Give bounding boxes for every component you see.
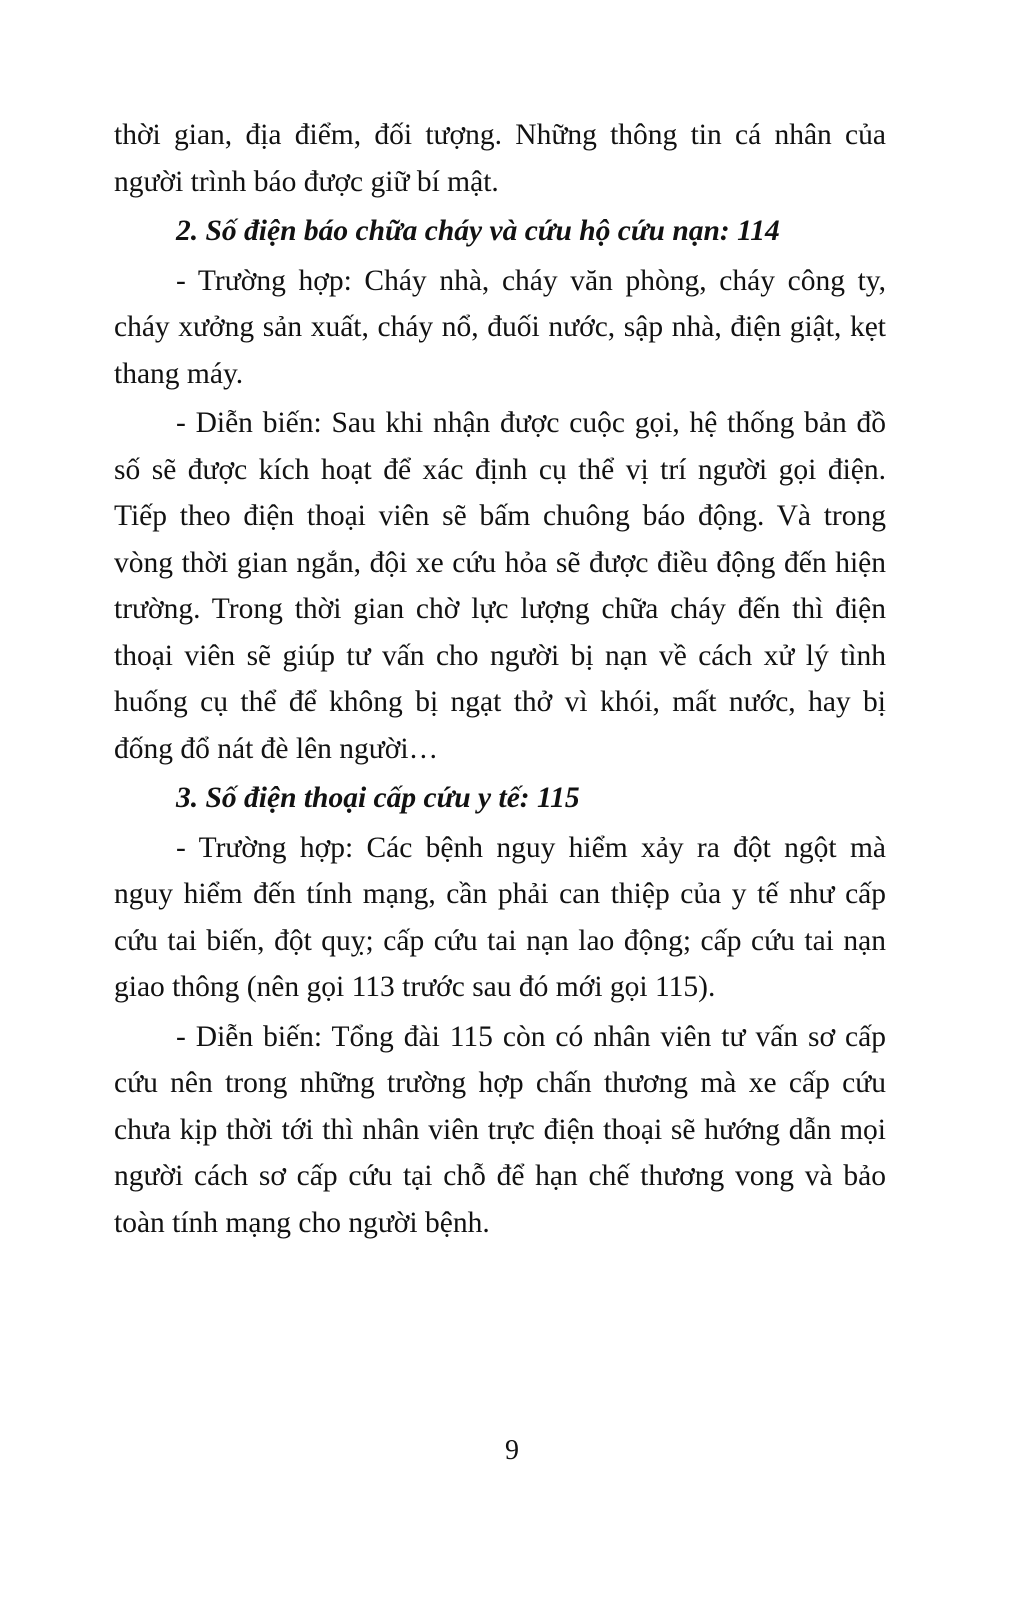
section-heading-114: 2. Số điện báo chữa cháy và cứu hộ cứu nạn: 114 bbox=[176, 215, 780, 247]
paragraph-115-cases: - Trường hợp: Các bệnh nguy hiểm xảy ra đột ngột mà nguy hiểm đến tính mạng, cần phải can thiệp của y tế như cấp cứu tai biến, đột quỵ; cấp cứu tai nạn lao động; cấp cứu tai nạn giao thông (nên gọi 113 trước sau đó mới gọi 115). bbox=[114, 831, 886, 1003]
paragraph-continuation: thời gian, địa điểm, đối tượng. Những thông tin cá nhân của người trình báo được giữ bí mật. bbox=[114, 119, 886, 198]
paragraph-115-process: - Diễn biến: Tổng đài 115 còn có nhân viên tư vấn sơ cấp cứu nên trong những trường hợp chấn thương mà xe cấp cứu chưa kịp thời tới thì nhân viên trực điện thoại sẽ hướng dẫn mọi người cách sơ cấp cứu tại chỗ để hạn chế thương vong và bảo toàn tính mạng cho người bệnh. bbox=[114, 1020, 886, 1239]
paragraph-114-cases: - Trường hợp: Cháy nhà, cháy văn phòng, cháy công ty, cháy xưởng sản xuất, cháy nổ, đuối nước, sập nhà, điện giật, kẹt thang máy. bbox=[114, 264, 886, 390]
page-number: 9 bbox=[505, 1435, 519, 1466]
section-heading-115: 3. Số điện thoại cấp cứu y tế: 115 bbox=[176, 782, 580, 814]
paragraph-114-process: - Diễn biến: Sau khi nhận được cuộc gọi, hệ thống bản đồ số sẽ được kích hoạt để xác định cụ thể vị trí người gọi điện. Tiếp theo điện thoại viên sẽ bấm chuông báo động. Và trong vòng thời gian ngắn, đội xe cứu hỏa sẽ được điều động đến hiện trường. Trong thời gian chờ lực lượng chữa cháy đến thì điện thoại viên sẽ giúp tư vấn cho người bị nạn về cách xử lý tình huống cụ thể để không bị ngạt thở vì khói, mất nước, hay bị đống đổ nát đè lên người… bbox=[114, 407, 886, 765]
page-content bbox=[114, 112, 886, 1246]
